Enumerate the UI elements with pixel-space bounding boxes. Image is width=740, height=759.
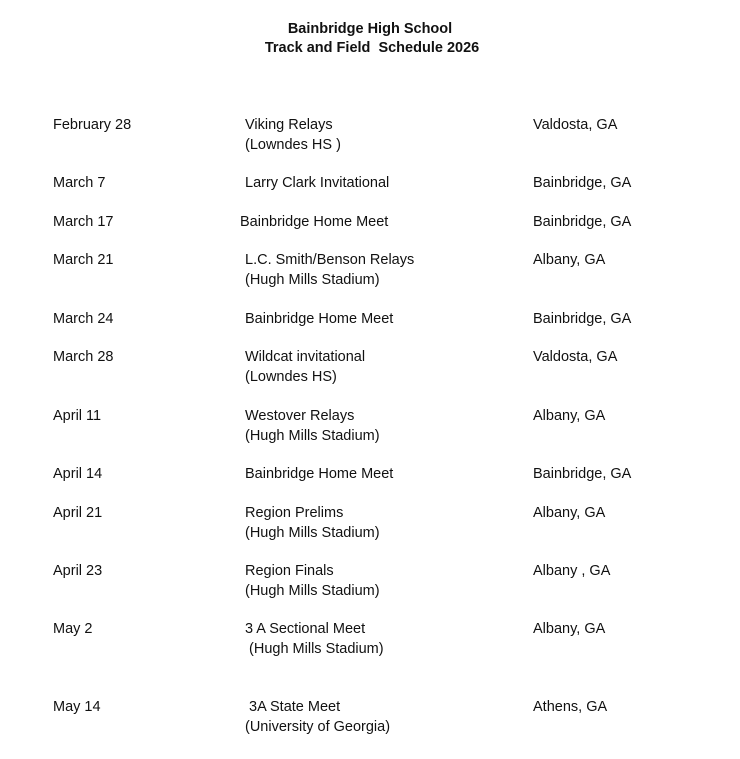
event-date: March 21 bbox=[53, 252, 114, 268]
event-name: Bainbridge Home Meet bbox=[245, 311, 394, 327]
schedule-row bbox=[0, 698, 740, 738]
event-date: February 28 bbox=[53, 117, 132, 133]
event-venue: (Hugh Mills Stadium) bbox=[245, 524, 380, 541]
event-venue: (Hugh Mills Stadium) bbox=[245, 582, 380, 599]
event-date: May 2 bbox=[53, 621, 93, 637]
event-location: Albany, GA bbox=[533, 621, 606, 637]
event-info bbox=[245, 407, 380, 446]
event-venue: (Hugh Mills Stadium) bbox=[245, 640, 384, 657]
event-location: Bainbridge, GA bbox=[533, 311, 632, 327]
event-name: 3A State Meet bbox=[245, 699, 341, 715]
schedule-row bbox=[0, 562, 740, 602]
document-title: Bainbridge High School bbox=[287, 21, 453, 37]
event-name: L.C. Smith/Benson Relays bbox=[245, 252, 415, 268]
event-info bbox=[245, 698, 390, 737]
event-venue: (Lowndes HS ) bbox=[245, 136, 341, 153]
event-date: April 23 bbox=[53, 563, 103, 579]
event-location: Bainbridge, GA bbox=[533, 175, 632, 191]
event-location: Bainbridge, GA bbox=[533, 214, 632, 230]
event-venue: (Hugh Mills Stadium) bbox=[245, 271, 380, 288]
event-name: Bainbridge Home Meet bbox=[245, 466, 394, 482]
event-name: Bainbridge Home Meet bbox=[240, 214, 389, 230]
schedule-row bbox=[0, 310, 740, 350]
event-name: Region Prelims bbox=[245, 505, 344, 521]
event-location: Bainbridge, GA bbox=[533, 466, 632, 482]
event-info bbox=[245, 251, 414, 290]
event-info bbox=[240, 213, 388, 233]
event-info bbox=[245, 310, 393, 330]
event-info bbox=[245, 562, 380, 601]
schedule-row bbox=[0, 504, 740, 544]
event-venue: (Lowndes HS) bbox=[245, 368, 337, 385]
schedule-row bbox=[0, 620, 740, 660]
event-location: Albany , GA bbox=[533, 563, 611, 579]
event-location: Albany, GA bbox=[533, 505, 606, 521]
event-name: Larry Clark Invitational bbox=[245, 175, 390, 191]
event-date: March 17 bbox=[53, 214, 114, 230]
schedule-row bbox=[0, 348, 740, 388]
schedule-row bbox=[0, 174, 740, 214]
event-date: April 21 bbox=[53, 505, 103, 521]
event-info bbox=[245, 465, 393, 485]
event-info bbox=[245, 504, 380, 543]
event-info bbox=[245, 174, 389, 194]
event-name: Region Finals bbox=[245, 563, 334, 579]
event-venue: (University of Georgia) bbox=[245, 718, 391, 735]
event-location: Valdosta, GA bbox=[533, 117, 618, 133]
event-name: Wildcat invitational bbox=[245, 349, 366, 365]
event-date: April 14 bbox=[53, 466, 103, 482]
event-location: Albany, GA bbox=[533, 252, 606, 268]
event-info bbox=[245, 348, 365, 387]
event-venue: (Hugh Mills Stadium) bbox=[245, 427, 380, 444]
event-date: May 14 bbox=[53, 699, 101, 715]
event-info bbox=[245, 116, 341, 155]
schedule-row bbox=[0, 213, 740, 253]
event-location: Albany, GA bbox=[533, 408, 606, 424]
event-date: March 24 bbox=[53, 311, 114, 327]
event-info bbox=[245, 620, 384, 659]
event-location: Valdosta, GA bbox=[533, 349, 618, 365]
schedule-row bbox=[0, 116, 740, 156]
schedule-row bbox=[0, 465, 740, 505]
event-date: April 11 bbox=[53, 408, 102, 424]
document-subtitle: Track and Field Schedule 2026 bbox=[260, 40, 480, 56]
schedule-row bbox=[0, 407, 740, 447]
event-date: March 7 bbox=[53, 175, 106, 191]
event-name: Westover Relays bbox=[245, 408, 355, 424]
event-location: Athens, GA bbox=[533, 699, 608, 715]
event-name: Viking Relays bbox=[245, 117, 333, 133]
event-name: 3 A Sectional Meet bbox=[245, 621, 366, 637]
event-date: March 28 bbox=[53, 349, 114, 365]
schedule-row bbox=[0, 251, 740, 291]
